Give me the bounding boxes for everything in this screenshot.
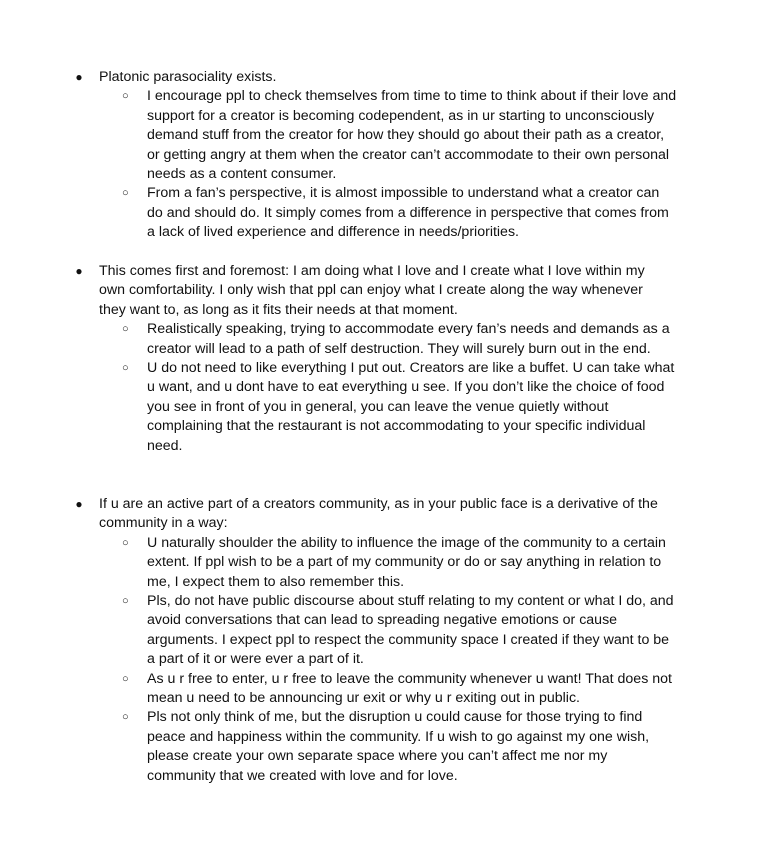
sub-bullet-text: Realistically speaking, trying to accommodate every fan’s needs and demands as a creator will lead to a path of self destruction. They will surely burn out in the end. <box>147 321 670 357</box>
section-2 <box>0 262 764 456</box>
sub-bullet-item <box>0 592 677 670</box>
sub-bullet-text: U do not need to like everything I put out. Creators are like a buffet. U can take what u want, and u dont have to eat everything u see. If you don’t like the choice of food you see in front of you in general, you can leave the venue quietly without complaining that the restaurant is not accommodating to your specific individual need. <box>147 360 675 454</box>
sub-bullet-item <box>0 87 677 184</box>
sub-bullet-item <box>0 184 677 242</box>
sub-bullet-item <box>0 708 677 786</box>
bullet-circle-icon: ○ <box>122 711 129 724</box>
section-1 <box>0 68 764 243</box>
bullet-dot-icon: ● <box>75 264 83 278</box>
sub-bullet-item <box>0 359 677 456</box>
bullet-circle-icon: ○ <box>122 323 129 336</box>
sub-bullet-item <box>0 320 677 359</box>
sub-bullet-text: I encourage ppl to check themselves from time to time to think about if their love and support for a creator is becoming codependent, as in ur starting to unconsciously demand stuff from the creator for how they should go about their path as a creator, or getting angry at them when the creator can’t accommodate to their own personal needs as a content consumer. <box>147 88 677 183</box>
bullet-item <box>0 495 664 534</box>
bullet-dot-icon: ● <box>75 497 83 511</box>
bullet-circle-icon: ○ <box>122 536 129 549</box>
bullet-text: This comes first and foremost: I am doing what I love and I create what I love within my own comfortability. I only wish that ppl can enjoy what I create along the way whenever they want to, as long as it fits their needs at that moment. <box>99 263 645 318</box>
bullet-circle-icon: ○ <box>122 362 129 375</box>
sub-bullet-item <box>0 670 677 709</box>
bullet-item <box>0 68 664 87</box>
sub-bullet-item <box>0 534 677 592</box>
bullet-text: Platonic parasociality exists. <box>99 69 277 85</box>
section-3 <box>0 495 764 786</box>
sub-bullet-text: As u r free to enter, u r free to leave the community whenever u want! That does not mean u need to be announcing ur exit or why u r exiting out in public. <box>147 670 672 707</box>
bullet-item <box>0 262 664 320</box>
sub-bullet-text: U naturally shoulder the ability to influence the image of the community to a certain extent. If ppl wish to be a part of my community or do or say anything in relation to me, I expect them to also remember this. <box>147 534 666 590</box>
bullet-circle-icon: ○ <box>122 672 129 685</box>
sub-bullet-text: Pls, do not have public discourse about stuff relating to my content or what I do, and avoid conversations that can lead to spreading negative emotions or cause arguments. I expect ppl to respect the community space I created if they want to be a part of it or were ever a part of it. <box>147 593 674 668</box>
bullet-dot-icon: ● <box>75 70 83 84</box>
bullet-circle-icon: ○ <box>122 90 129 103</box>
sub-bullet-text: Pls not only think of me, but the disruption u could cause for those trying to find peace and happiness within the community. If u wish to go against my one wish, please create your own separate space where you can’t affect me nor my community that we created with love and for love. <box>147 709 650 784</box>
bullet-circle-icon: ○ <box>122 187 129 200</box>
bullet-circle-icon: ○ <box>122 595 129 608</box>
sub-bullet-text: From a fan’s perspective, it is almost impossible to understand what a creator can do and should do. It simply comes from a difference in perspective that comes from a lack of lived experience and difference in needs/priorities. <box>147 185 669 241</box>
bullet-text: If u are an active part of a creators community, as in your public face is a derivative of the community in a way: <box>99 496 658 532</box>
